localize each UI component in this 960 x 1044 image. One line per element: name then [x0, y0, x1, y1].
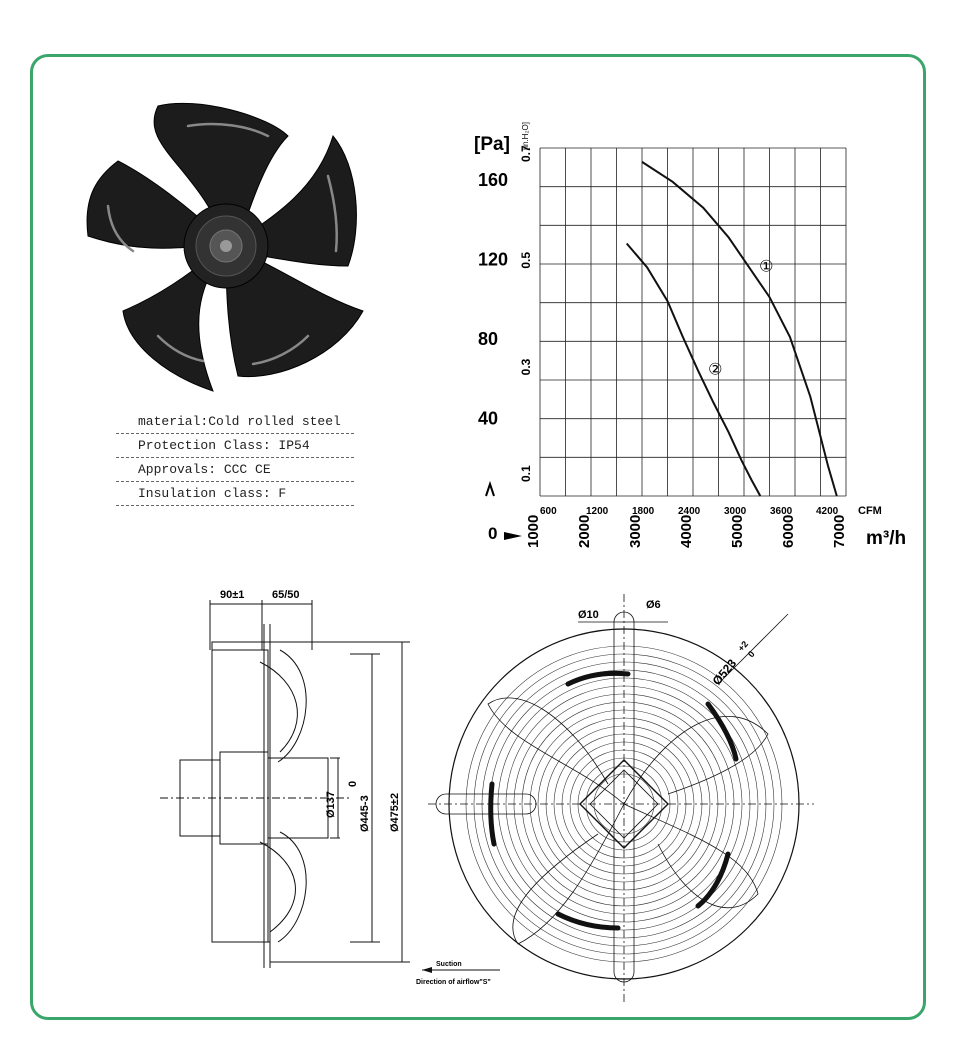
x-tick-label-m3h: 7000: [831, 514, 848, 548]
y-tick-label: 120: [478, 249, 509, 270]
series-label-1: ①: [759, 258, 774, 276]
x-tick-label-cfm: 1800: [632, 506, 655, 517]
x-tick-label-cfm: 1200: [586, 506, 609, 517]
dim-523-tol-lower: 0: [745, 649, 757, 660]
fan-shaft: [220, 240, 232, 252]
x-tick-label-m3h: 5000: [729, 514, 746, 548]
y-tick-label: 160: [478, 169, 509, 190]
y-tick-label-secondary: 0.7: [519, 145, 533, 162]
motor-guard-side: [212, 642, 270, 942]
suction-label: Suction: [436, 961, 462, 968]
blade-front: [513, 804, 624, 944]
series-curve-1: [642, 162, 837, 496]
blade-side: [260, 662, 297, 752]
x-tick-label-m3h: 2000: [576, 514, 593, 548]
spec-material: material:Cold rolled steel: [116, 410, 354, 434]
y-tick-label: 80: [478, 328, 499, 349]
dim-523-tol-upper: +2: [735, 638, 751, 654]
dim-6: Ø6: [646, 599, 661, 611]
dim-523: Ø523: [709, 656, 740, 688]
x-tick-label-cfm: 3000: [724, 506, 747, 517]
y-axis-label-secondary: [in.H₂O]: [521, 122, 530, 150]
blade-side: [260, 842, 295, 932]
y-ticks: [478, 145, 533, 482]
dim-475: Ø475±2: [389, 792, 401, 832]
y-tick-label-secondary: 0.5: [519, 251, 533, 269]
side-view-drawing: [160, 582, 491, 1000]
blade-side: [278, 832, 306, 942]
x-tick-label-m3h: 1000: [525, 514, 542, 548]
airflow-label: Direction of airflow"S": [416, 979, 491, 986]
spec-list: [116, 410, 354, 506]
blade-front: [624, 716, 768, 804]
x-tick-label-cfm: 2400: [678, 506, 701, 517]
blade-front: [624, 804, 758, 908]
x-tick-label-cfm: 600: [540, 506, 557, 517]
y-tick-label-secondary: 0.1: [519, 465, 533, 482]
up-arrow: [486, 484, 494, 496]
x-tick-label-m3h: 3000: [627, 514, 644, 548]
dim-90: 90±1: [220, 589, 245, 601]
right-arrow: [504, 532, 522, 540]
x-tick-label-m3h: 6000: [780, 514, 797, 548]
x-axis-label-cfm: CFM: [858, 505, 882, 517]
spec-approvals: Approvals: CCC CE: [116, 458, 354, 482]
y-tick-label: 40: [478, 408, 499, 429]
y-axis-label: [Pa]: [474, 134, 510, 155]
front-view-drawing: [428, 594, 814, 1004]
spec-protection: Protection Class: IP54: [116, 434, 354, 458]
series-label-2: ②: [708, 361, 723, 379]
x-tick-label-m3h: 4000: [678, 514, 695, 548]
blade-slot: [568, 673, 628, 684]
blade-slot: [698, 854, 728, 906]
series-curve-2: [627, 244, 761, 497]
x-tick-label-cfm: 3600: [770, 506, 793, 517]
dim-137: Ø137: [325, 791, 337, 818]
x-axis-label: m³/h: [866, 528, 907, 549]
spec-insulation: Insulation class: F: [116, 482, 354, 506]
chart-curves: [627, 162, 837, 496]
y-tick-label-secondary: 0.3: [519, 358, 533, 376]
dim-445: Ø445-3: [359, 795, 371, 832]
dim-0: 0: [347, 780, 359, 787]
blade-side: [278, 650, 306, 762]
fan-image: [78, 96, 370, 396]
performance-chart: [466, 124, 912, 554]
origin-label: 0: [488, 524, 498, 543]
dim-10: Ø10: [578, 609, 599, 621]
dim-65: 65/50: [272, 589, 300, 601]
x-tick-label-cfm: 4200: [816, 506, 839, 517]
x-ticks: [525, 506, 848, 548]
